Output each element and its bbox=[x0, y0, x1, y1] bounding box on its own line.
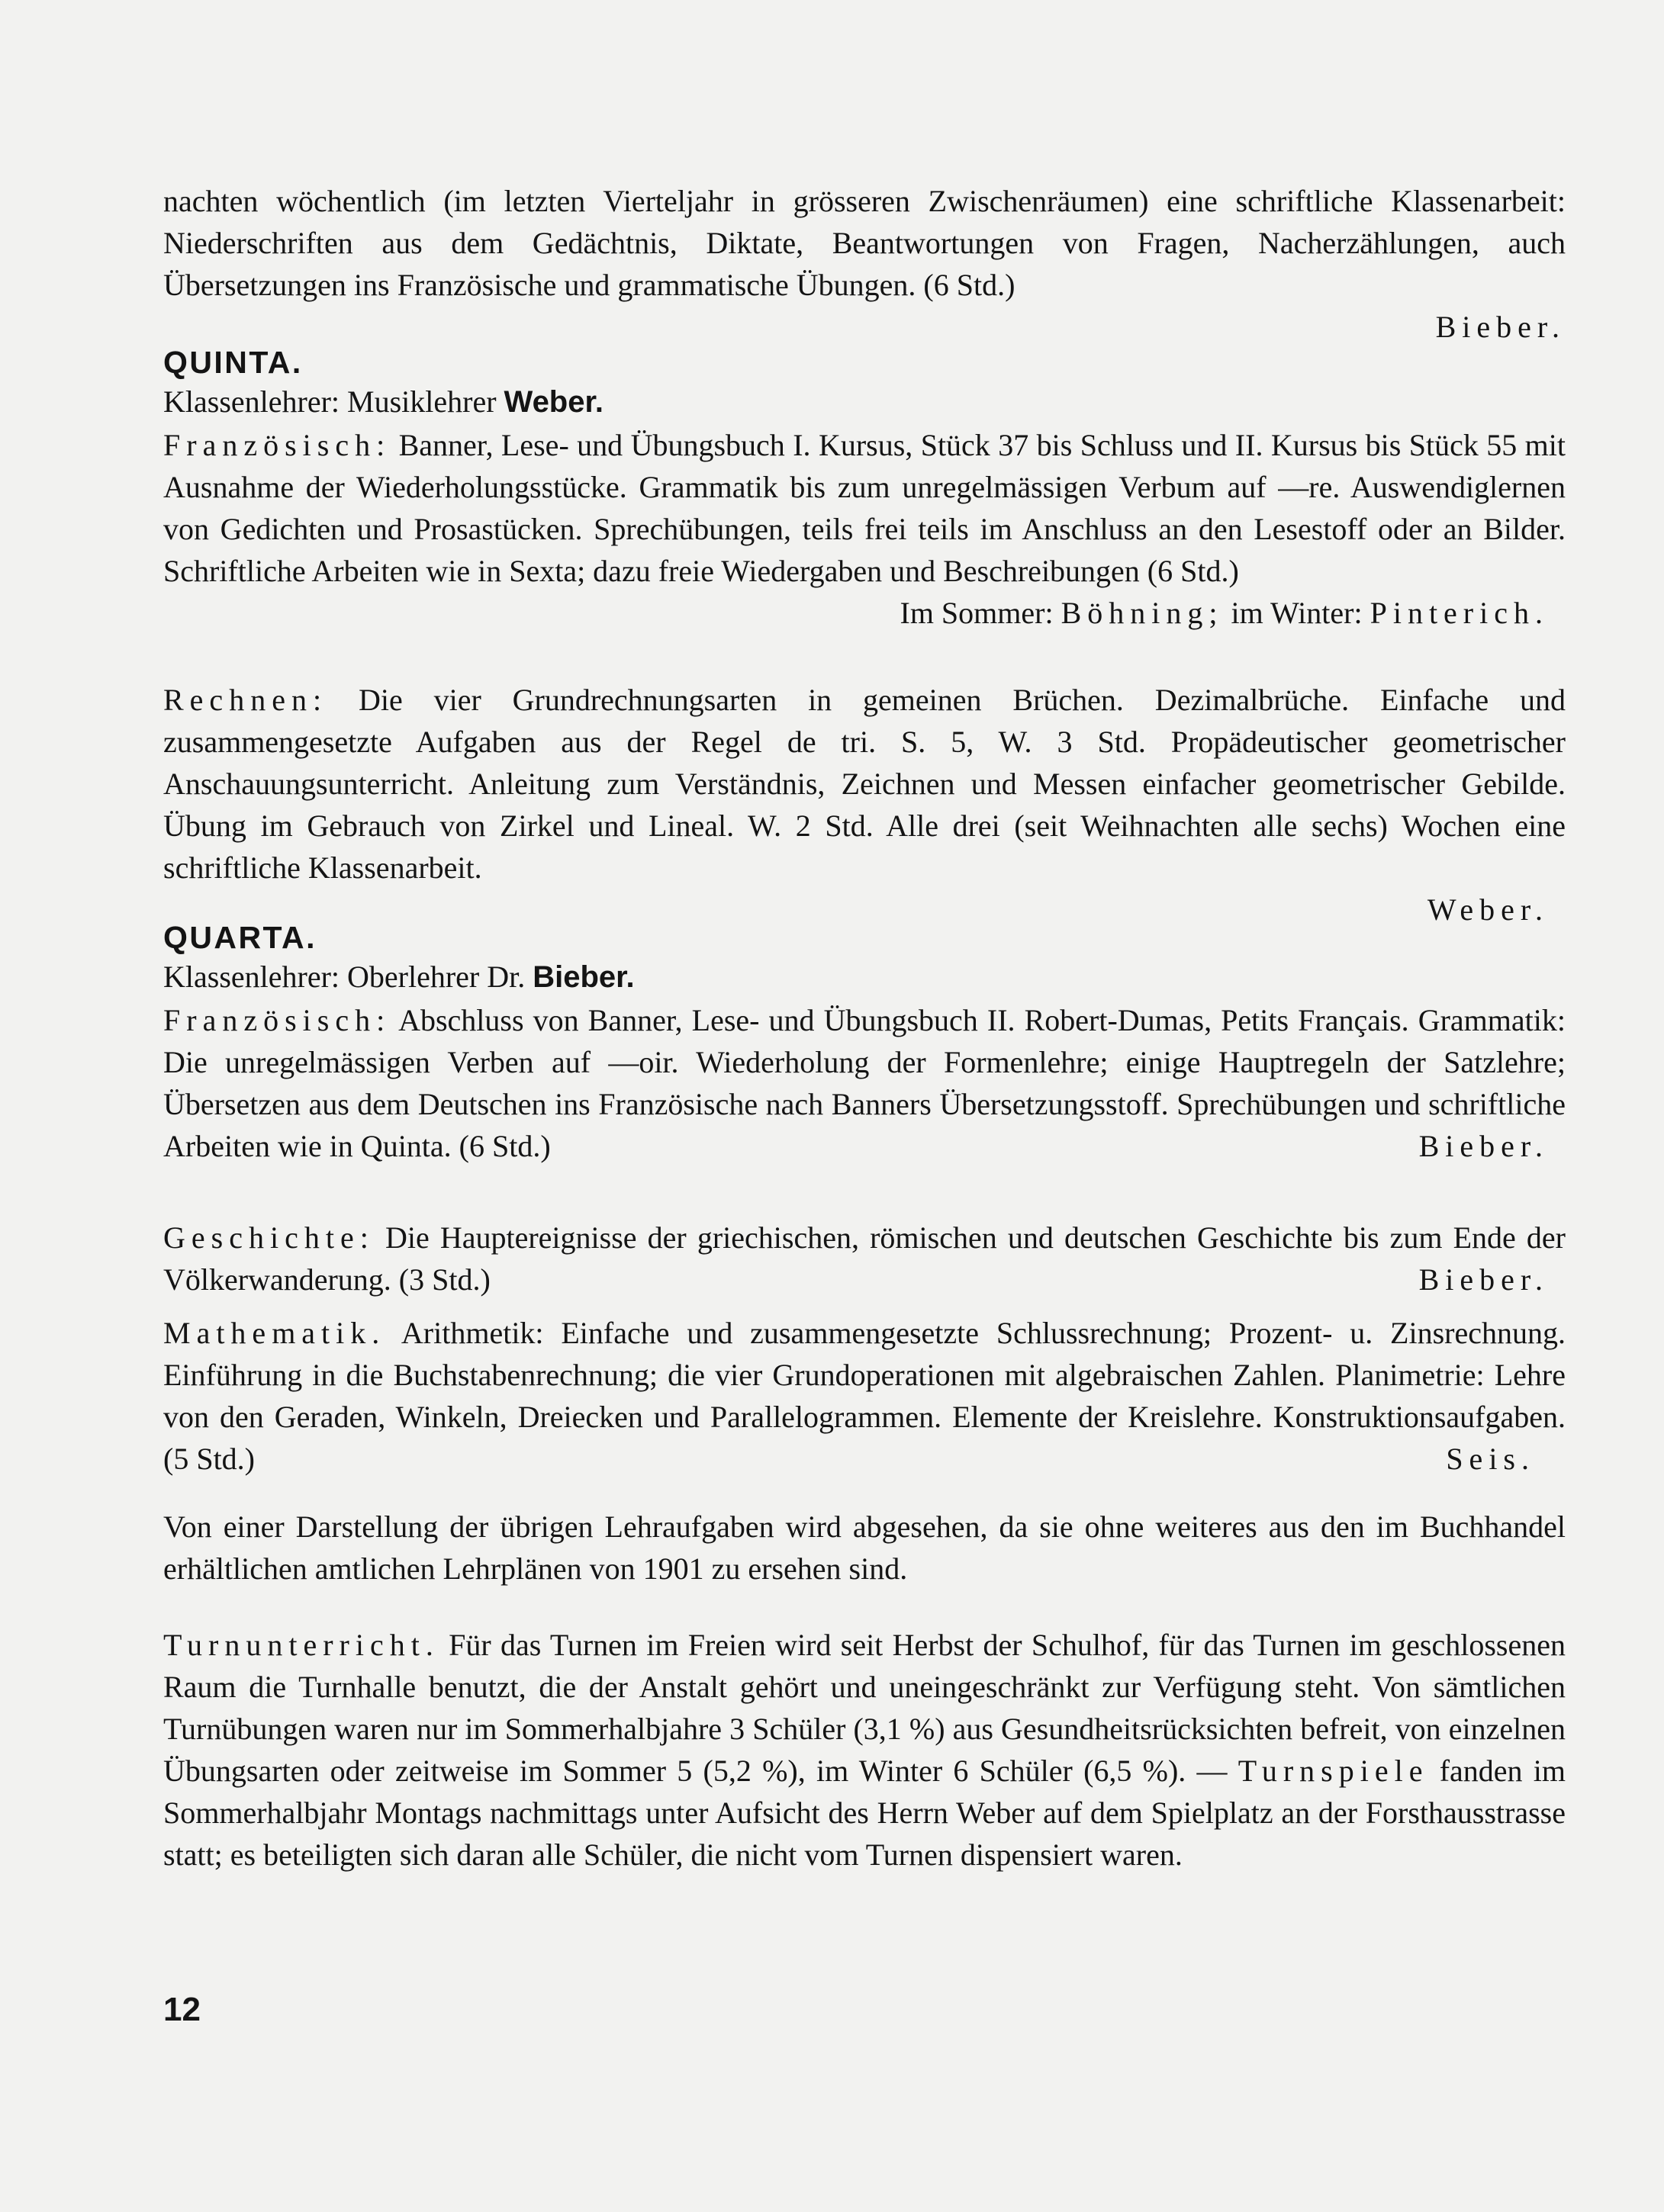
page-number: 12 bbox=[163, 1991, 201, 2028]
quarta-geschichte-text: Die Hauptereignisse der griechischen, römischen und deutschen Geschichte bis zum Ende der Völkerwanderung. (3 Std.) bbox=[163, 1220, 1566, 1297]
quinta-teacher-line: Klassenlehrer: Musiklehrer Weber. bbox=[163, 384, 603, 419]
intro-signature: Bieber. bbox=[1435, 310, 1566, 344]
quinta-franzoesisch bbox=[163, 424, 1566, 634]
quarta-geschichte-signature: Bieber. bbox=[1418, 1262, 1549, 1297]
quinta-teacher-name: Weber. bbox=[504, 385, 603, 419]
quinta-heading: QUINTA. bbox=[163, 345, 303, 380]
turnen-label: Turnunterricht. bbox=[163, 1628, 439, 1662]
quinta-rechnen-text: Die vier Grundrechnungsarten in gemeinen Brüchen. Dezimalbrüche. Einfache und zusammengesetzte Aufgaben aus der Regel de tri. S. 5, W. 3 Std. Propädeutischer geometrischer Anschauungsunterricht. Anleitung zum Verständnis, Zeichnen und Messen einfacher geometrischer Gebilde. Übung im Gebrauch von Zirkel und Lineal. W. 2 Std. Alle drei (seit Weihnachten alle sechs) Wochen eine schriftliche Klassenarbeit. bbox=[163, 683, 1566, 885]
quarta-heading: QUARTA. bbox=[163, 920, 317, 955]
quarta-teacher-line: Klassenlehrer: Oberlehrer Dr. Bieber. bbox=[163, 960, 635, 994]
quinta-rechnen-signature: Weber. bbox=[1427, 892, 1549, 927]
quarta-mathematik bbox=[163, 1312, 1566, 1480]
remark-text: Von einer Darstellung der übrigen Lehraufgaben wird abgesehen, da sie ohne weiteres aus den im Buchhandel erhältlichen amtlichen Lehrplänen von 1901 zu ersehen sind. bbox=[163, 1509, 1566, 1586]
quarta-mathematik-text: Arithmetik: Einfache und zusammengesetzte Schlussrechnung; Prozent- u. Zinsrechnung. Einführung in die Buchstabenrechnung; die vier Grundoperationen mit algebraischen Zahlen. Planimetrie: Lehre von den Geraden, Winkeln, Dreiecken und Parallelogrammen. Elemente der Kreislehre. Konstruktionsaufgaben. (5 Std.) bbox=[163, 1316, 1566, 1476]
intro-text: nachten wöchentlich (im letzten Vierteljahr in grösseren Zwischenräumen) eine schriftliche Klassenarbeit: Niederschriften aus dem Gedächtnis, Diktate, Beantwortungen von Fragen, Nacherzählungen, auch Übersetzungen ins Französische und grammatische Übungen. (6 Std.) bbox=[163, 184, 1566, 302]
remark-paragraph bbox=[163, 1506, 1566, 1590]
turnen-text-1: Für das Turnen im Freien wird seit Herbst der Schulhof, für das Turnen im geschlossenen Raum die Turnhalle benutzt, die der Anstalt gehört und uneingeschränkt zur Verfügung steht. Von sämtlichen Turnübungen waren nur im Sommerhalbjahre 3 Schüler (3,1 %) aus Gesundheitsrücksichten befreit, von einzelnen Übungsarten oder zeitweise im Sommer 5 (5,2 %), im Winter 6 Schüler (6,5 %). — bbox=[163, 1628, 1566, 1788]
quarta-franzoesisch-signature: Bieber. bbox=[1418, 1129, 1549, 1163]
quarta-franzoesisch bbox=[163, 999, 1566, 1167]
quarta-geschichte bbox=[163, 1217, 1566, 1301]
quinta-franzoesisch-text: Banner, Lese- und Übungsbuch I. Kursus, Stück 37 bis Schluss und II. Kursus bis Stück 55 mit Ausnahme der Wiederholungsstücke. Grammatik bis zum unregelmässigen Verbum auf —re. Auswendiglernen von Gedichten und Prosastücken. Sprechübungen, teils frei teils im Anschluss an den Lesestoff oder an Bilder. Schriftliche Arbeiten wie in Sexta; dazu freie Wiedergaben und Beschreibungen (6 Std.) bbox=[163, 428, 1566, 588]
quarta-franzoesisch-label: Französisch: bbox=[163, 1003, 391, 1037]
quinta-franzoesisch-signature: Im Sommer: Böhning; im Winter: Pinterich. bbox=[900, 596, 1549, 630]
turnen-paragraph bbox=[163, 1624, 1566, 1876]
quarta-teacher-name: Bieber. bbox=[533, 960, 635, 994]
quinta-rechnen bbox=[163, 679, 1566, 931]
quarta-franzoesisch-text: Abschluss von Banner, Lese- und Übungsbuch II. Robert-Dumas, Petits Français. Grammatik: Die unregelmässigen Verben auf —oir. Wiederholung der Formenlehre; einige Hauptregeln der Satzlehre; Übersetzen aus dem Deutschen ins Französische nach Banners Übersetzungsstoff. Sprechübungen und schriftliche Arbeiten wie in Quinta. (6 Std.) bbox=[163, 1003, 1566, 1163]
quarta-mathematik-signature: Seis. bbox=[1446, 1442, 1535, 1476]
quinta-franzoesisch-label: Französisch: bbox=[163, 428, 391, 462]
quarta-mathematik-label: Mathematik. bbox=[163, 1316, 386, 1350]
turnspiele-label: Turnspiele bbox=[1238, 1754, 1429, 1788]
intro-paragraph bbox=[163, 180, 1566, 348]
turnen-text-2: fanden im Sommerhalbjahr Montags nachmittags unter Aufsicht des Herrn Weber auf dem Spielplatz an der Forsthausstrasse statt; es beteiligten sich daran alle Schüler, die nicht vom Turnen dispensiert waren. bbox=[163, 1754, 1566, 1872]
quarta-geschichte-label: Geschichte: bbox=[163, 1220, 375, 1255]
quinta-rechnen-label: Rechnen: bbox=[163, 683, 328, 717]
